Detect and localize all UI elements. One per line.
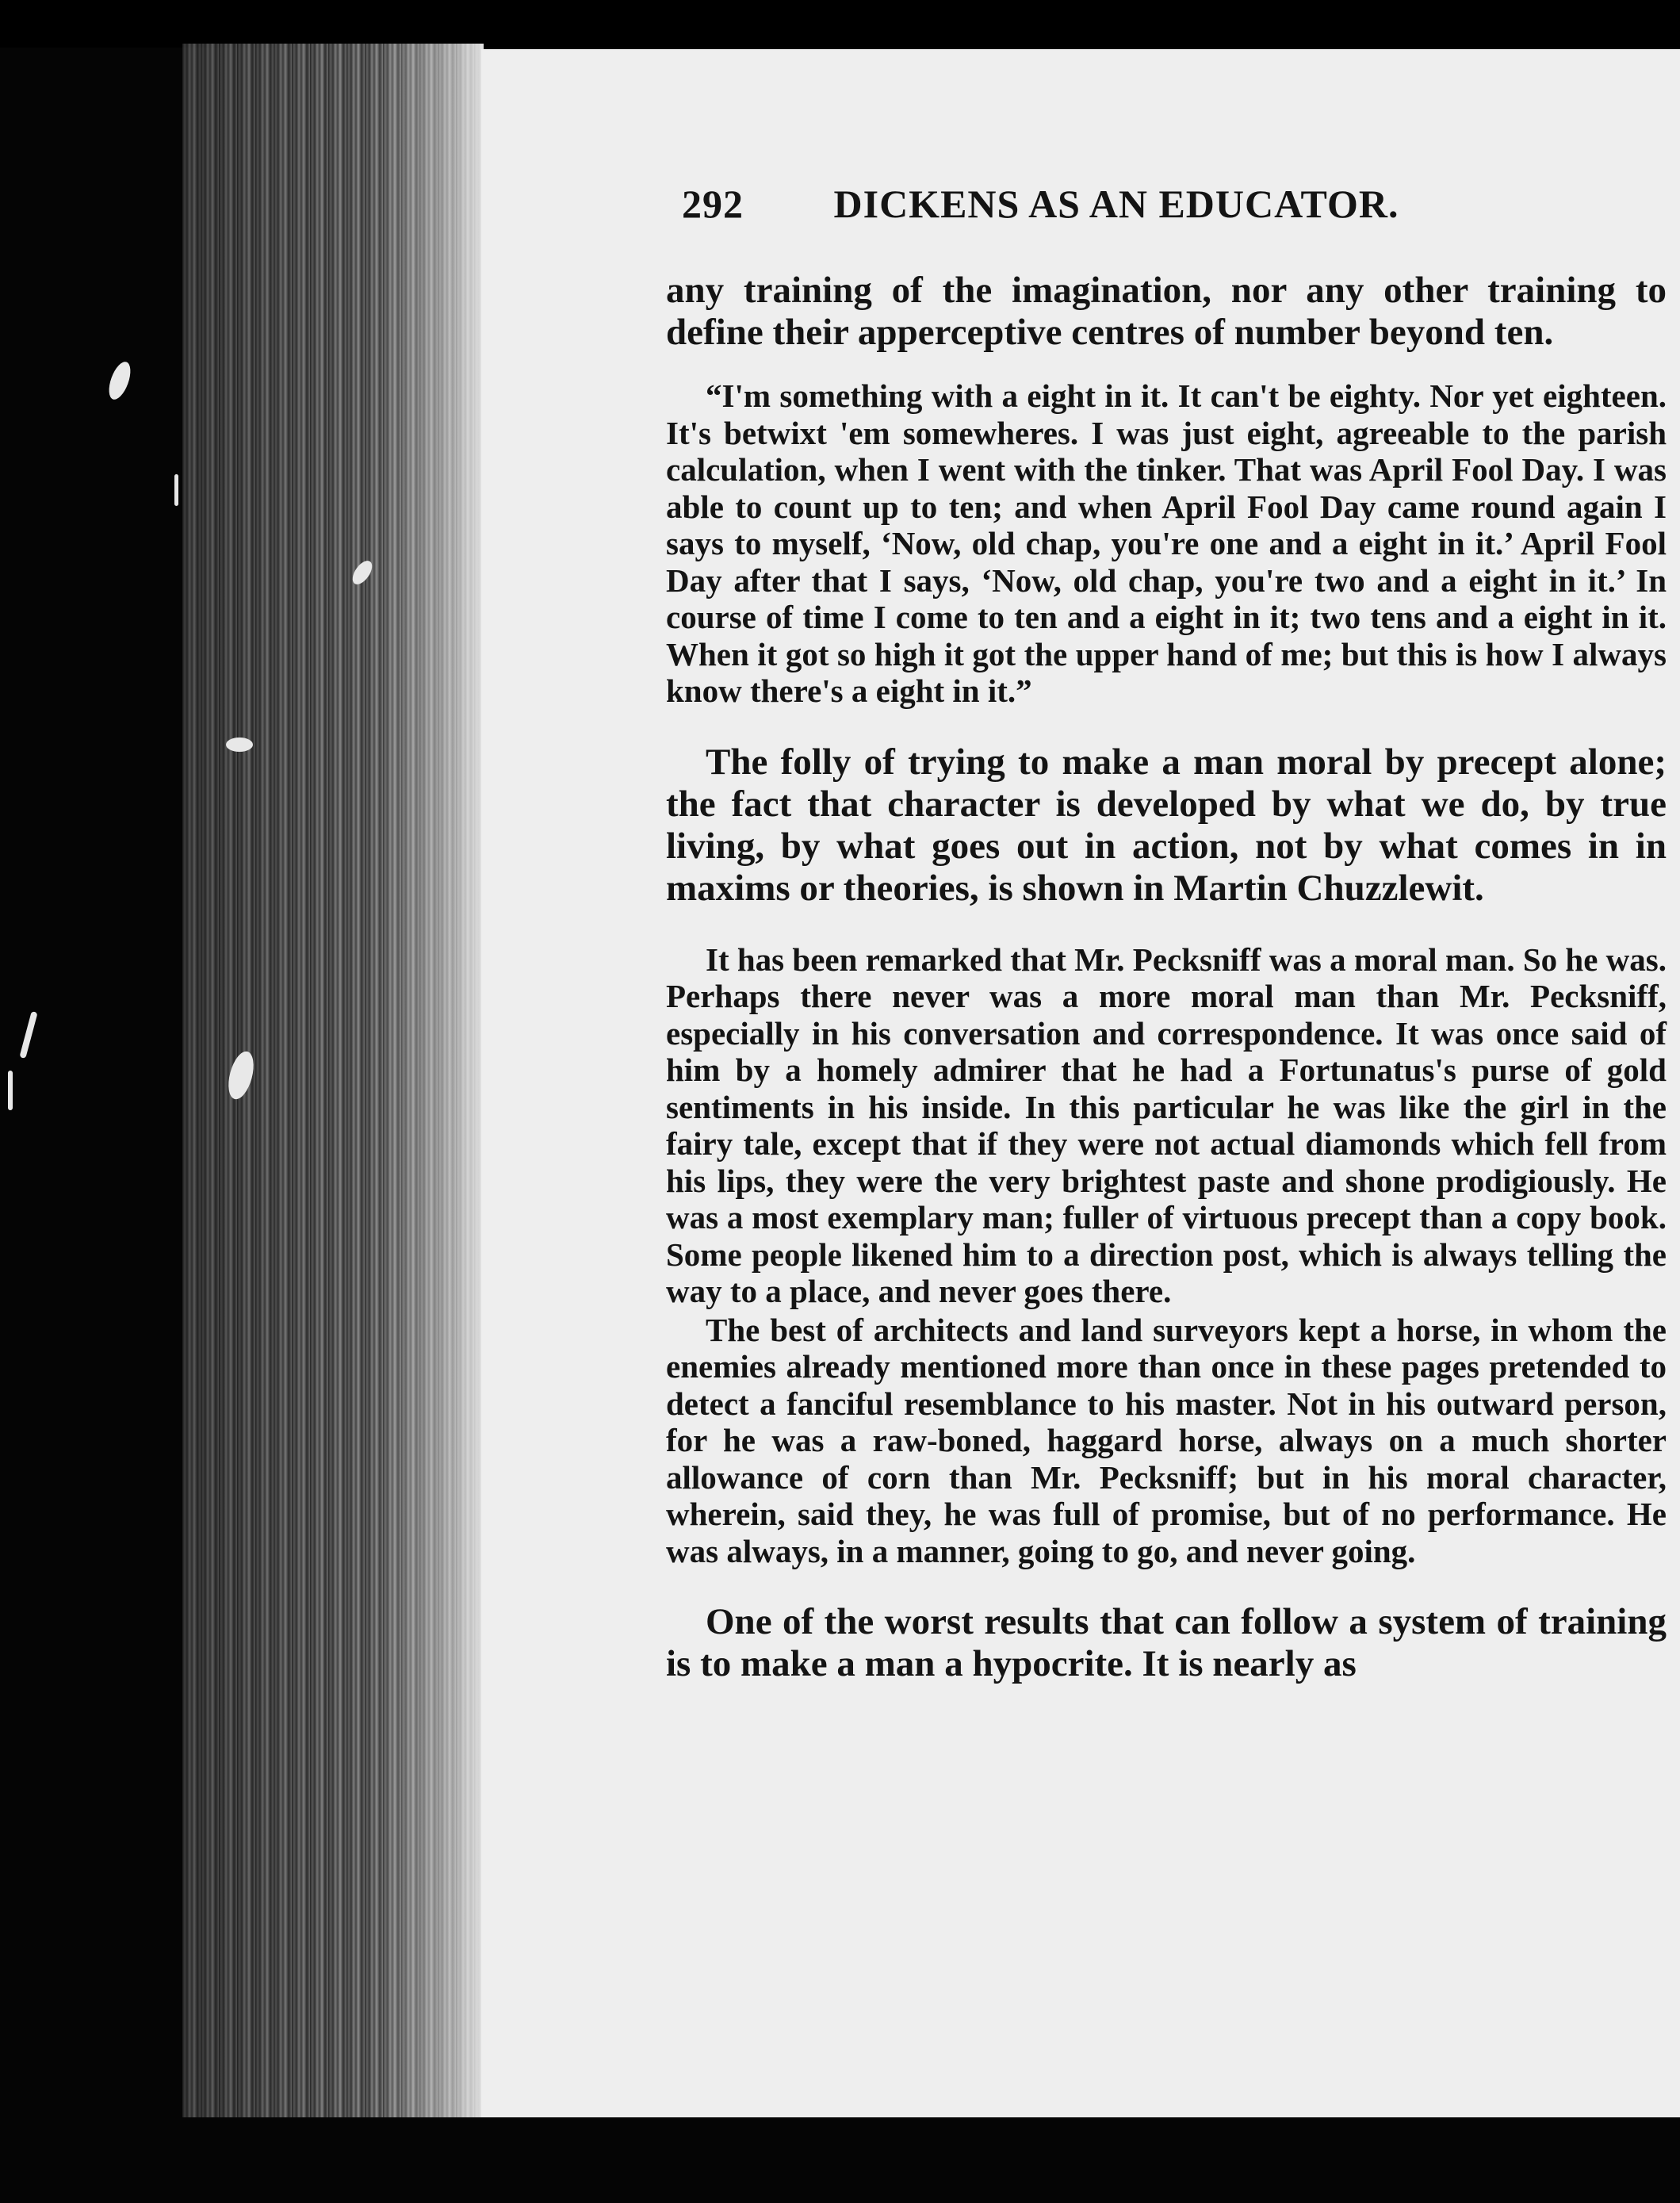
quote-paragraph: “I'm something with a eight in it. It can't be eighty. Nor yet eighteen. It's betwixt 'em somewheres. I was just eight, agreeable to the parish calculation, when I went with the tinker. That was April Fool Day. I was able to count up to ten; and when April Fool Day came round again I says to myself, ‘Now, old chap, you're one and a eight in it.’ April Fool Day after that I says, ‘Now, old chap, you're two and a eight in it.’ In course of time I come to ten and a eight in it; two tens and a eight in it. When it got so high it got the upper hand of me; but this is how I always know there's a eight in it.”: [666, 377, 1667, 709]
running-head: [682, 181, 1554, 227]
gutter-highlight: [373, 44, 484, 2121]
dust-speck: [174, 474, 178, 506]
dust-speck: [19, 1011, 37, 1059]
paragraph: One of the worst results that can follow a system of training is to make a man a hypocrite. It is nearly as: [666, 1601, 1667, 1684]
quote-paragraph: The best of architects and land surveyors kept a horse, in whom the enemies already mentioned more than once in these pages pretended to detect a fanciful resemblance to his master. Not in his outward person, for he was a raw-boned, haggard horse, always on a much shorter allowance of corn than Mr. Pecksniff; but in his moral character, wherein, said they, he was full of promise, but of no performance. He was always, in a manner, going to go, and never going.: [666, 1311, 1667, 1569]
dust-speck: [226, 738, 253, 752]
header-title: DICKENS AS AN EDUCATOR.: [833, 182, 1399, 226]
bottom-shadow: [0, 2117, 1680, 2203]
quote-paragraph: It has been remarked that Mr. Pecksniff was a moral man. So he was. Perhaps there never was a more moral man than Mr. Pecksniff, especially in his conversation and correspondence. It was once said of him by a homely admirer that he had a Fortunatus's purse of gold sentiments in his inside. In this particular he was like the girl in the fairy tale, except that if they were not actual diamonds which fell from his lips, they were the very brightest paste and shone prodigiously. He was a most exemplary man; fuller of virtuous precept than a copy book. Some people likened him to a direction post, which is always telling the way to a place, and never goes there.: [666, 941, 1667, 1309]
dust-speck: [8, 1071, 13, 1110]
paragraph: The folly of trying to make a man moral by precept alone; the fact that character is developed by what we do, by true living, by what goes out in action, not by what comes in in maxims or theories, is shown in Martin Chuzzlewit.: [666, 741, 1667, 909]
page-number: 292: [682, 182, 744, 226]
paragraph: any training of the imagination, nor any other training to define their apperceptive centres of number beyond ten.: [666, 270, 1667, 353]
page-body: [666, 270, 1667, 1706]
top-shadow: [0, 0, 1680, 48]
dust-speck: [105, 359, 135, 403]
